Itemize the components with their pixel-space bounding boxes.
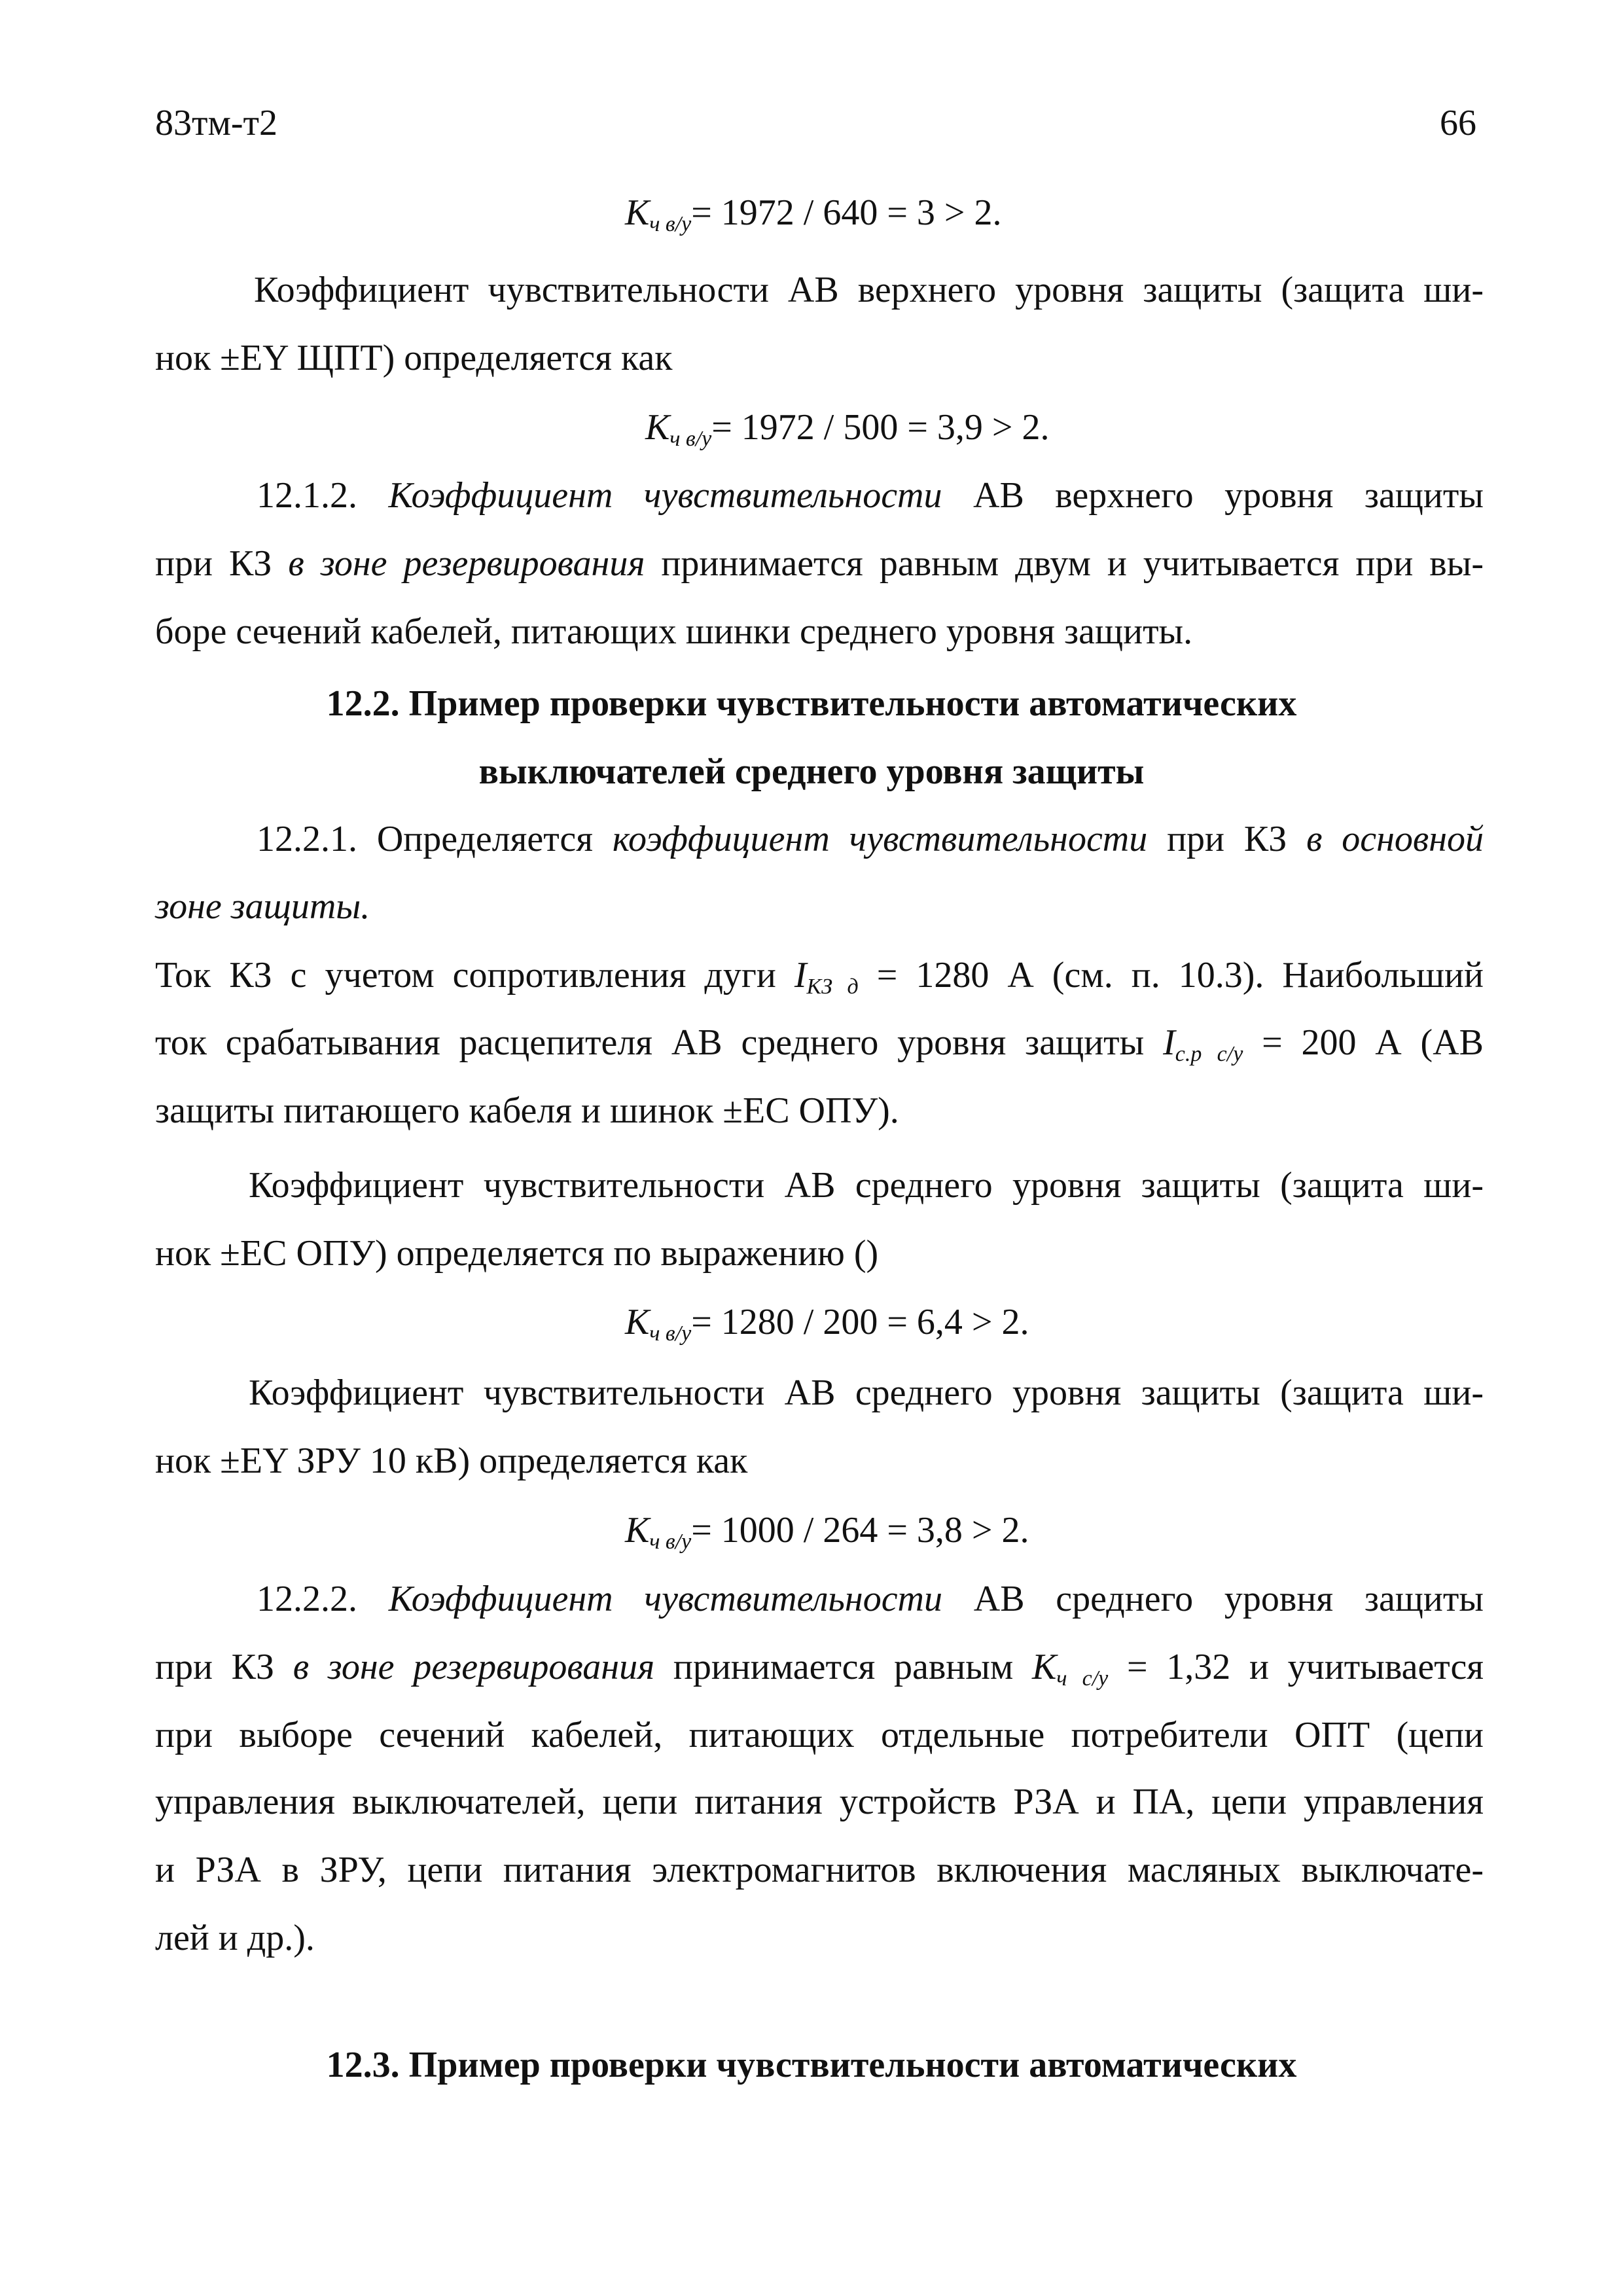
italic-term: зоне защиты.	[155, 886, 370, 927]
formula-subscript: ч в/у	[649, 1530, 692, 1554]
paragraph-line: Коэффициент чувствительности АВ среднего уровня защиты (защита ши-	[249, 1372, 1484, 1413]
formula-expression: = 1972 / 500 = 3,9 > 2.	[711, 407, 1050, 448]
formula-symbol: К	[625, 1302, 650, 1342]
formula-symbol: К	[645, 407, 670, 448]
current-symbol: I	[1163, 1022, 1175, 1063]
section-heading: выключателей среднего уровня защиты	[478, 751, 1145, 792]
section-number: 12.1.2.	[257, 475, 357, 516]
formula-symbol: К	[625, 1510, 650, 1551]
text-run: = 200 А (АВ	[1262, 1022, 1484, 1063]
section-heading: 12.3. Пример проверки чувствительности автоматических	[326, 2045, 1297, 2085]
section-heading: 12.2. Пример проверки чувствительности автоматических	[326, 683, 1297, 724]
text-run: при КЗ	[1167, 819, 1287, 859]
text-run: АВ среднего уровня защиты	[973, 1579, 1484, 1619]
text-run: = 1,32 и учитывается	[1126, 1647, 1484, 1687]
current-subscript: с.р с/у	[1175, 1042, 1243, 1066]
formula-subscript: ч в/у	[649, 1321, 692, 1346]
paragraph-line	[155, 952, 1484, 1010]
current-symbol: I	[794, 955, 807, 996]
coefficient-symbol: К	[1032, 1647, 1057, 1687]
paragraph-line	[257, 816, 1484, 862]
text-run: принимается равным	[673, 1647, 1014, 1687]
italic-term: в зоне резервирования	[288, 543, 645, 584]
paragraph-line	[257, 1576, 1484, 1622]
paragraph-line: при выборе сечений кабелей, питающих отдельные потребители ОПТ (цепи	[155, 1715, 1484, 1755]
text-run: Ток КЗ с учетом сопротивления дуги	[155, 955, 776, 996]
paragraph-line: нок ±EY ЗРУ 10 кВ) определяется как	[155, 1441, 748, 1481]
paragraph-line	[155, 541, 1484, 586]
formula-subscript: ч в/у	[669, 427, 712, 451]
section-number: 12.2.2.	[257, 1579, 357, 1619]
paragraph-line: защиты питающего кабеля и шинок ±EC ОПУ).	[155, 1090, 899, 1131]
formula-3	[625, 1299, 1029, 1357]
formula-expression: = 1972 / 640 = 3 > 2.	[691, 192, 1002, 233]
italic-term: Коэффициент чувствительности	[388, 1579, 942, 1619]
text-run: ток срабатывания расцепителя АВ среднего уровня защиты	[155, 1022, 1145, 1063]
text-run: принимается равным двум и учитывается при вы-	[661, 543, 1484, 584]
text-run: при КЗ	[155, 1647, 275, 1687]
text-run: 12.2.1. Определяется	[257, 819, 594, 859]
formula-expression: = 1280 / 200 = 6,4 > 2.	[691, 1302, 1029, 1342]
doc-code: 83тм-т2	[155, 103, 278, 143]
italic-term: в основной	[1306, 819, 1484, 859]
text-run: при КЗ	[155, 543, 272, 584]
italic-term: коэффициент чувствительности	[612, 819, 1148, 859]
formula-subscript: ч в/у	[649, 212, 692, 236]
current-subscript: КЗ д	[806, 975, 859, 999]
formula-1	[625, 190, 1002, 247]
paragraph-line	[257, 473, 1484, 518]
formula-symbol: К	[625, 192, 650, 233]
paragraph-line: управления выключателей, цепи питания устройств РЗА и ПА, цепи управления	[155, 1782, 1484, 1822]
formula-2	[645, 404, 1050, 462]
paragraph-line: Коэффициент чувствительности АВ верхнего уровня защиты (защита ши-	[254, 270, 1484, 310]
coefficient-subscript: ч с/у	[1056, 1666, 1109, 1691]
formula-expression: = 1000 / 264 = 3,8 > 2.	[691, 1510, 1029, 1551]
text-run: АВ верхнего уровня защиты	[973, 475, 1484, 516]
paragraph-line: лей и др.).	[155, 1918, 315, 1958]
italic-term: в зоне резервирования	[293, 1647, 655, 1687]
paragraph-line: нок ±EY ЩПТ) определяется как	[155, 338, 673, 378]
formula-4	[625, 1507, 1029, 1565]
paragraph-line	[155, 1020, 1484, 1077]
paragraph-line: нок ±EC ОПУ) определяется по выражению ()	[155, 1233, 879, 1274]
page-number: 66	[1440, 103, 1476, 143]
italic-term: Коэффициент чувствительности	[388, 475, 942, 516]
paragraph-line	[155, 1644, 1484, 1702]
paragraph-line	[155, 884, 370, 929]
text-run: = 1280 А (см. п. 10.3). Наибольший	[876, 955, 1484, 996]
paragraph-line: и РЗА в ЗРУ, цепи питания электромагнитов включения масляных выключате-	[155, 1850, 1484, 1890]
paragraph-line: боре сечений кабелей, питающих шинки среднего уровня защиты.	[155, 611, 1193, 652]
paragraph-line: Коэффициент чувствительности АВ среднего уровня защиты (защита ши-	[249, 1165, 1484, 1206]
